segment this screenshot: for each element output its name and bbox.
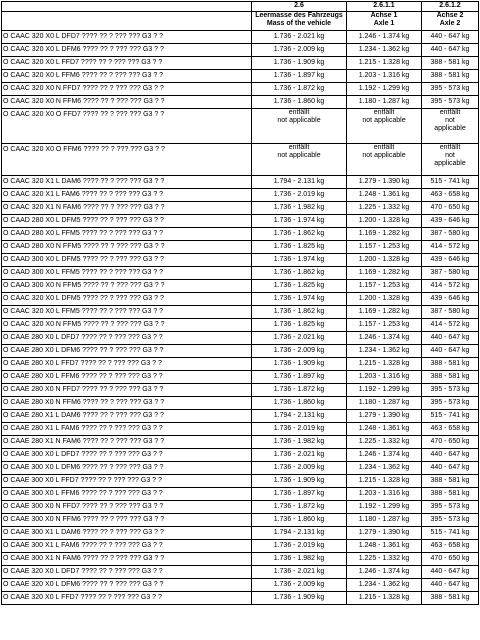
- model-code-cell: O CAAC 320 X1 L DAM6 ???? ?? ? ??? ??? G3 ? ?: [2, 176, 252, 189]
- mass-cell: 1.736 - 2.021 kg: [252, 31, 347, 44]
- table-row: [2, 358, 479, 371]
- model-code-cell: O CAAE 280 X0 L DFD7 ???? ?? ? ??? ??? G3 ? ?: [2, 332, 252, 345]
- mass-cell: 1.736 - 1.872 kg: [252, 83, 347, 96]
- axle1-cell: 1.279 - 1.390 kg: [347, 410, 422, 423]
- table-row: [2, 540, 479, 553]
- table-row: [2, 109, 479, 144]
- model-code-cell: O CAAE 280 X0 L DFM6 ???? ?? ? ??? ??? G3 ? ?: [2, 345, 252, 358]
- table-row: [2, 332, 479, 345]
- model-code-cell: O CAAD 280 X0 N FFM5 ???? ?? ? ??? ??? G3 ? ?: [2, 241, 252, 254]
- mass-cell: 1.736 - 1.825 kg: [252, 319, 347, 332]
- model-code-cell: O CAAC 320 X0 L FFD7 ???? ?? ? ??? ??? G3 ? ?: [2, 57, 252, 70]
- axle1-cell: 1.180 - 1.287 kg: [347, 96, 422, 109]
- mass-cell: 1.736 - 1.982 kg: [252, 436, 347, 449]
- axle1-cell: 1.215 - 1.328 kg: [347, 475, 422, 488]
- mass-cell: 1.736 - 1.982 kg: [252, 202, 347, 215]
- header-axle2-en: Axle 2: [439, 20, 461, 27]
- mass-cell: 1.736 - 1.872 kg: [252, 501, 347, 514]
- model-code-cell: O CAAE 280 X1 N FAM6 ???? ?? ? ??? ??? G3 ? ?: [2, 436, 252, 449]
- table-row: [2, 553, 479, 566]
- model-code-cell: O CAAC 320 X0 O FFD7 ???? ?? ? ??? ??? G3 ? ?: [2, 109, 252, 144]
- mass-cell: 1.736 - 1.974 kg: [252, 254, 347, 267]
- model-code-cell: O CAAE 300 X0 L FFD7 ???? ?? ? ??? ??? G3 ? ?: [2, 475, 252, 488]
- table-row: [2, 345, 479, 358]
- axle2-cell: 515 - 741 kg: [422, 410, 479, 423]
- header-axle2-number: 2.6.1.2: [422, 2, 479, 12]
- header-number-row: [2, 2, 479, 12]
- table-row: [2, 293, 479, 306]
- mass-cell: 1.736 - 1.974 kg: [252, 293, 347, 306]
- mass-cell: 1.736 - 1.909 kg: [252, 592, 347, 605]
- axle1-cell: 1.200 - 1.328 kg: [347, 215, 422, 228]
- axle2-cell: 439 - 646 kg: [422, 293, 479, 306]
- axle1-cell: 1.169 - 1.282 kg: [347, 228, 422, 241]
- mass-cell: 1.736 - 2.019 kg: [252, 540, 347, 553]
- axle1-cell: [347, 144, 422, 176]
- axle1-cell: 1.246 - 1.374 kg: [347, 566, 422, 579]
- model-code-cell: O CAAE 320 X0 L DFD7 ???? ?? ? ??? ??? G3 ? ?: [2, 566, 252, 579]
- table-row: [2, 144, 479, 176]
- table-row: [2, 501, 479, 514]
- model-code-cell: O CAAD 280 X0 L FFM5 ???? ?? ? ??? ??? G3 ? ?: [2, 228, 252, 241]
- table-row: [2, 70, 479, 83]
- mass-cell: 1.736 - 2.019 kg: [252, 189, 347, 202]
- model-code-cell: O CAAC 320 X1 N FAM6 ???? ?? ? ??? ??? G3 ? ?: [2, 202, 252, 215]
- axle1-cell: 1.234 - 1.362 kg: [347, 345, 422, 358]
- axle2-cell: 395 - 573 kg: [422, 501, 479, 514]
- axle2-cell: 440 - 647 kg: [422, 449, 479, 462]
- axle2-cell: 439 - 646 kg: [422, 254, 479, 267]
- axle1-cell: 1.200 - 1.328 kg: [347, 254, 422, 267]
- model-code-cell: O CAAE 280 X0 N FFM6 ???? ?? ? ??? ??? G3 ? ?: [2, 397, 252, 410]
- axle2-cell: 387 - 580 kg: [422, 306, 479, 319]
- model-code-cell: O CAAC 320 X0 L FFM6 ???? ?? ? ??? ??? G3 ? ?: [2, 70, 252, 83]
- header-axle1-label: [347, 12, 422, 31]
- model-code-cell: O CAAE 300 X0 N FFD7 ???? ?? ? ??? ??? G3 ? ?: [2, 501, 252, 514]
- axle1-cell: 1.246 - 1.374 kg: [347, 31, 422, 44]
- table-row: [2, 384, 479, 397]
- axle2-cell: 440 - 647 kg: [422, 566, 479, 579]
- axle2-cell: 440 - 647 kg: [422, 579, 479, 592]
- mass-cell: 1.736 - 2.009 kg: [252, 345, 347, 358]
- model-code-cell: O CAAD 300 X0 L DFM5 ???? ?? ? ??? ??? G3 ? ?: [2, 254, 252, 267]
- mass-cell: 1.736 - 1.862 kg: [252, 267, 347, 280]
- axle2-cell: 414 - 572 kg: [422, 280, 479, 293]
- mass-cell: 1.736 - 1.897 kg: [252, 70, 347, 83]
- axle2-cell: 515 - 741 kg: [422, 176, 479, 189]
- model-code-cell: O CAAE 280 X0 L FFM6 ???? ?? ? ??? ??? G3 ? ?: [2, 371, 252, 384]
- table-row: [2, 202, 479, 215]
- model-code-cell: O CAAC 320 X0 N FFM6 ???? ?? ? ??? ??? G3 ? ?: [2, 96, 252, 109]
- axle1-cell: 1.225 - 1.332 kg: [347, 553, 422, 566]
- not-applicable-text: not applicable: [362, 117, 406, 124]
- axle2-cell: 470 - 650 kg: [422, 436, 479, 449]
- table-row: [2, 241, 479, 254]
- axle1-cell: 1.157 - 1.253 kg: [347, 319, 422, 332]
- table-row: [2, 436, 479, 449]
- model-code-cell: O CAAC 320 X0 L DFD7 ???? ?? ? ??? ??? G3 ? ?: [2, 31, 252, 44]
- axle2-cell: 395 - 573 kg: [422, 397, 479, 410]
- axle2-cell: [422, 144, 479, 176]
- axle2-cell: 440 - 647 kg: [422, 31, 479, 44]
- mass-cell: 1.736 - 2.021 kg: [252, 332, 347, 345]
- model-code-cell: O CAAD 300 X0 L FFM5 ???? ?? ? ??? ??? G3 ? ?: [2, 267, 252, 280]
- model-code-cell: O CAAE 300 X1 N FAM6 ???? ?? ? ??? ??? G3 ? ?: [2, 553, 252, 566]
- mass-cell: 1.736 - 1.825 kg: [252, 241, 347, 254]
- axle1-cell: 1.248 - 1.361 kg: [347, 540, 422, 553]
- model-code-cell: O CAAC 320 X0 N FFM5 ???? ?? ? ??? ??? G3 ? ?: [2, 319, 252, 332]
- axle2-cell: 395 - 573 kg: [422, 83, 479, 96]
- mass-cell: 1.794 - 2.131 kg: [252, 527, 347, 540]
- table-row: [2, 44, 479, 57]
- mass-cell: 1.736 - 1.862 kg: [252, 228, 347, 241]
- mass-cell: 1.736 - 2.019 kg: [252, 423, 347, 436]
- mass-cell: 1.736 - 2.009 kg: [252, 579, 347, 592]
- axle1-cell: 1.157 - 1.253 kg: [347, 241, 422, 254]
- axle1-cell: 1.246 - 1.374 kg: [347, 332, 422, 345]
- axle2-cell: 414 - 572 kg: [422, 319, 479, 332]
- axle1-cell: [347, 109, 422, 144]
- model-code-cell: O CAAC 320 X1 L FAM6 ???? ?? ? ??? ??? G3 ? ?: [2, 189, 252, 202]
- axle1-cell: 1.180 - 1.287 kg: [347, 514, 422, 527]
- table-row: [2, 371, 479, 384]
- model-code-cell: O CAAC 320 X0 N FFD7 ???? ?? ? ??? ??? G3 ? ?: [2, 83, 252, 96]
- model-code-cell: O CAAE 280 X1 L DAM6 ???? ?? ? ??? ??? G3 ? ?: [2, 410, 252, 423]
- vehicle-mass-table: [1, 1, 479, 605]
- axle1-cell: 1.192 - 1.299 kg: [347, 384, 422, 397]
- axle1-cell: 1.246 - 1.374 kg: [347, 449, 422, 462]
- mass-cell: 1.736 - 1.909 kg: [252, 358, 347, 371]
- model-code-cell: O CAAE 300 X0 N FFM6 ???? ?? ? ??? ??? G3 ? ?: [2, 514, 252, 527]
- table-row: [2, 306, 479, 319]
- axle2-cell: 395 - 573 kg: [422, 96, 479, 109]
- not-applicable-text: applicable: [434, 160, 466, 167]
- not-applicable-text: entfällt: [373, 144, 395, 151]
- header-model-label: [2, 12, 252, 31]
- model-code-cell: O CAAE 300 X0 L DFM6 ???? ?? ? ??? ??? G3 ? ?: [2, 462, 252, 475]
- axle2-cell: 470 - 650 kg: [422, 553, 479, 566]
- table-row: [2, 449, 479, 462]
- axle2-cell: 388 - 581 kg: [422, 358, 479, 371]
- axle1-cell: 1.157 - 1.253 kg: [347, 280, 422, 293]
- axle2-cell: 388 - 581 kg: [422, 57, 479, 70]
- header-axle1-de: Achse 1: [370, 12, 398, 19]
- mass-cell: 1.736 - 2.009 kg: [252, 462, 347, 475]
- mass-cell: 1.736 - 2.009 kg: [252, 44, 347, 57]
- mass-cell: 1.736 - 1.974 kg: [252, 215, 347, 228]
- not-applicable-text: entfällt: [288, 109, 310, 116]
- mass-cell: 1.736 - 1.897 kg: [252, 488, 347, 501]
- model-code-cell: O CAAE 300 X0 L DFD7 ???? ?? ? ??? ??? G3 ? ?: [2, 449, 252, 462]
- axle1-cell: 1.279 - 1.390 kg: [347, 527, 422, 540]
- mass-cell: 1.736 - 1.862 kg: [252, 306, 347, 319]
- axle1-cell: 1.180 - 1.287 kg: [347, 397, 422, 410]
- axle1-cell: 1.215 - 1.328 kg: [347, 592, 422, 605]
- axle1-cell: 1.192 - 1.299 kg: [347, 501, 422, 514]
- not-applicable-text: not applicable: [277, 117, 321, 124]
- axle1-cell: 1.234 - 1.362 kg: [347, 462, 422, 475]
- table-row: [2, 488, 479, 501]
- axle2-cell: 440 - 647 kg: [422, 332, 479, 345]
- axle2-cell: 395 - 573 kg: [422, 384, 479, 397]
- mass-cell: 1.794 - 2.131 kg: [252, 410, 347, 423]
- table-row: [2, 462, 479, 475]
- table-row: [2, 592, 479, 605]
- axle2-cell: 388 - 581 kg: [422, 592, 479, 605]
- table-row: [2, 215, 479, 228]
- mass-cell: 1.736 - 2.021 kg: [252, 449, 347, 462]
- axle2-cell: 395 - 573 kg: [422, 514, 479, 527]
- table-row: [2, 57, 479, 70]
- header-mass-number: 2.6: [252, 2, 347, 12]
- mass-cell: 1.736 - 1.860 kg: [252, 514, 347, 527]
- axle1-cell: 1.279 - 1.390 kg: [347, 176, 422, 189]
- axle1-cell: 1.169 - 1.282 kg: [347, 267, 422, 280]
- not-applicable-text: entfällt: [439, 109, 461, 116]
- model-code-cell: O CAAC 320 X0 L FFM5 ???? ?? ? ??? ??? G3 ? ?: [2, 306, 252, 319]
- model-code-cell: O CAAE 280 X1 L FAM6 ???? ?? ? ??? ??? G3 ? ?: [2, 423, 252, 436]
- mass-cell: 1.736 - 1.860 kg: [252, 397, 347, 410]
- not-applicable-text: not applicable: [362, 152, 406, 159]
- axle1-cell: 1.203 - 1.316 kg: [347, 70, 422, 83]
- axle2-cell: [422, 109, 479, 144]
- axle2-cell: 388 - 581 kg: [422, 70, 479, 83]
- table-row: [2, 527, 479, 540]
- table-row: [2, 475, 479, 488]
- model-code-cell: O CAAE 300 X1 L DAM6 ???? ?? ? ??? ??? G3 ? ?: [2, 527, 252, 540]
- table-row: [2, 410, 479, 423]
- axle1-cell: 1.200 - 1.328 kg: [347, 293, 422, 306]
- axle2-cell: 388 - 581 kg: [422, 475, 479, 488]
- model-code-cell: O CAAE 320 X0 L DFM6 ???? ?? ? ??? ??? G3 ? ?: [2, 579, 252, 592]
- mass-cell: 1.736 - 2.021 kg: [252, 566, 347, 579]
- mass-cell: 1.736 - 1.982 kg: [252, 553, 347, 566]
- model-code-cell: O CAAC 320 X0 L DFM5 ???? ?? ? ??? ??? G3 ? ?: [2, 293, 252, 306]
- header-axle2-label: [422, 12, 479, 31]
- axle1-cell: 1.234 - 1.362 kg: [347, 579, 422, 592]
- axle2-cell: 439 - 646 kg: [422, 215, 479, 228]
- model-code-cell: O CAAE 280 X0 L FFD7 ???? ?? ? ??? ??? G3 ? ?: [2, 358, 252, 371]
- mass-cell: 1.736 - 1.909 kg: [252, 57, 347, 70]
- table-row: [2, 423, 479, 436]
- mass-cell: 1.736 - 1.860 kg: [252, 96, 347, 109]
- header-axle1-en: Axle 1: [373, 20, 395, 27]
- table-row: [2, 228, 479, 241]
- axle2-cell: 470 - 650 kg: [422, 202, 479, 215]
- mass-cell: [252, 144, 347, 176]
- model-code-cell: O CAAD 280 X0 L DFM5 ???? ?? ? ??? ??? G3 ? ?: [2, 215, 252, 228]
- table-row: [2, 514, 479, 527]
- table-row: [2, 397, 479, 410]
- header-mass-label: [252, 12, 347, 31]
- axle2-cell: 387 - 580 kg: [422, 228, 479, 241]
- table-row: [2, 189, 479, 202]
- model-code-cell: O CAAE 300 X0 L FFM6 ???? ?? ? ??? ??? G3 ? ?: [2, 488, 252, 501]
- not-applicable-text: entfällt: [288, 144, 310, 151]
- axle2-cell: 440 - 647 kg: [422, 44, 479, 57]
- axle1-cell: 1.215 - 1.328 kg: [347, 57, 422, 70]
- mass-cell: 1.736 - 1.897 kg: [252, 371, 347, 384]
- axle2-cell: 388 - 581 kg: [422, 371, 479, 384]
- axle1-cell: 1.203 - 1.316 kg: [347, 488, 422, 501]
- axle2-cell: 440 - 647 kg: [422, 345, 479, 358]
- table-row: [2, 280, 479, 293]
- axle1-cell: 1.248 - 1.361 kg: [347, 423, 422, 436]
- axle2-cell: 414 - 572 kg: [422, 241, 479, 254]
- mass-cell: 1.736 - 1.872 kg: [252, 384, 347, 397]
- model-code-cell: O CAAC 320 X0 L DFM6 ???? ?? ? ??? ??? G3 ? ?: [2, 44, 252, 57]
- axle1-cell: 1.169 - 1.282 kg: [347, 306, 422, 319]
- not-applicable-text: applicable: [434, 125, 466, 132]
- axle1-cell: 1.192 - 1.299 kg: [347, 83, 422, 96]
- header-axle1-number: 2.6.1.1: [347, 2, 422, 12]
- table-row: [2, 254, 479, 267]
- axle2-cell: 463 - 658 kg: [422, 423, 479, 436]
- axle1-cell: 1.215 - 1.328 kg: [347, 358, 422, 371]
- header-mass-en: Mass of the vehicle: [266, 20, 332, 27]
- axle1-cell: 1.234 - 1.362 kg: [347, 44, 422, 57]
- model-code-cell: O CAAD 300 X0 N FFM5 ???? ?? ? ??? ??? G3 ? ?: [2, 280, 252, 293]
- header-axle2-de: Achse 2: [436, 12, 464, 19]
- table-row: [2, 579, 479, 592]
- table-row: [2, 96, 479, 109]
- axle2-cell: 440 - 647 kg: [422, 462, 479, 475]
- axle1-cell: 1.225 - 1.332 kg: [347, 436, 422, 449]
- header-model-number: [2, 2, 252, 12]
- mass-cell: 1.736 - 1.909 kg: [252, 475, 347, 488]
- not-applicable-text: not: [445, 117, 455, 124]
- not-applicable-text: entfällt: [439, 144, 461, 151]
- model-code-cell: O CAAC 320 X0 O FFM6 ???? ?? ? ??? ??? G3 ? ?: [2, 144, 252, 176]
- axle1-cell: 1.225 - 1.332 kg: [347, 202, 422, 215]
- axle2-cell: 463 - 658 kg: [422, 189, 479, 202]
- not-applicable-text: entfällt: [373, 109, 395, 116]
- header-label-row: [2, 12, 479, 31]
- not-applicable-text: not: [445, 152, 455, 159]
- axle1-cell: 1.203 - 1.316 kg: [347, 371, 422, 384]
- not-applicable-text: not applicable: [277, 152, 321, 159]
- model-code-cell: O CAAE 280 X0 N FFD7 ???? ?? ? ??? ??? G3 ? ?: [2, 384, 252, 397]
- table-row: [2, 267, 479, 280]
- table-row: [2, 31, 479, 44]
- axle2-cell: 387 - 580 kg: [422, 267, 479, 280]
- model-code-cell: O CAAE 320 X0 L FFD7 ???? ?? ? ??? ??? G3 ? ?: [2, 592, 252, 605]
- table-row: [2, 319, 479, 332]
- axle1-cell: 1.248 - 1.361 kg: [347, 189, 422, 202]
- table-row: [2, 566, 479, 579]
- mass-cell: [252, 109, 347, 144]
- model-code-cell: O CAAE 300 X1 L FAM6 ???? ?? ? ??? ??? G3 ? ?: [2, 540, 252, 553]
- axle2-cell: 388 - 581 kg: [422, 488, 479, 501]
- axle2-cell: 515 - 741 kg: [422, 527, 479, 540]
- header-mass-de: Leermasse des Fahrzeugs: [255, 12, 343, 19]
- mass-cell: 1.736 - 1.825 kg: [252, 280, 347, 293]
- mass-cell: 1.794 - 2.131 kg: [252, 176, 347, 189]
- table-row: [2, 176, 479, 189]
- axle2-cell: 463 - 658 kg: [422, 540, 479, 553]
- table-row: [2, 83, 479, 96]
